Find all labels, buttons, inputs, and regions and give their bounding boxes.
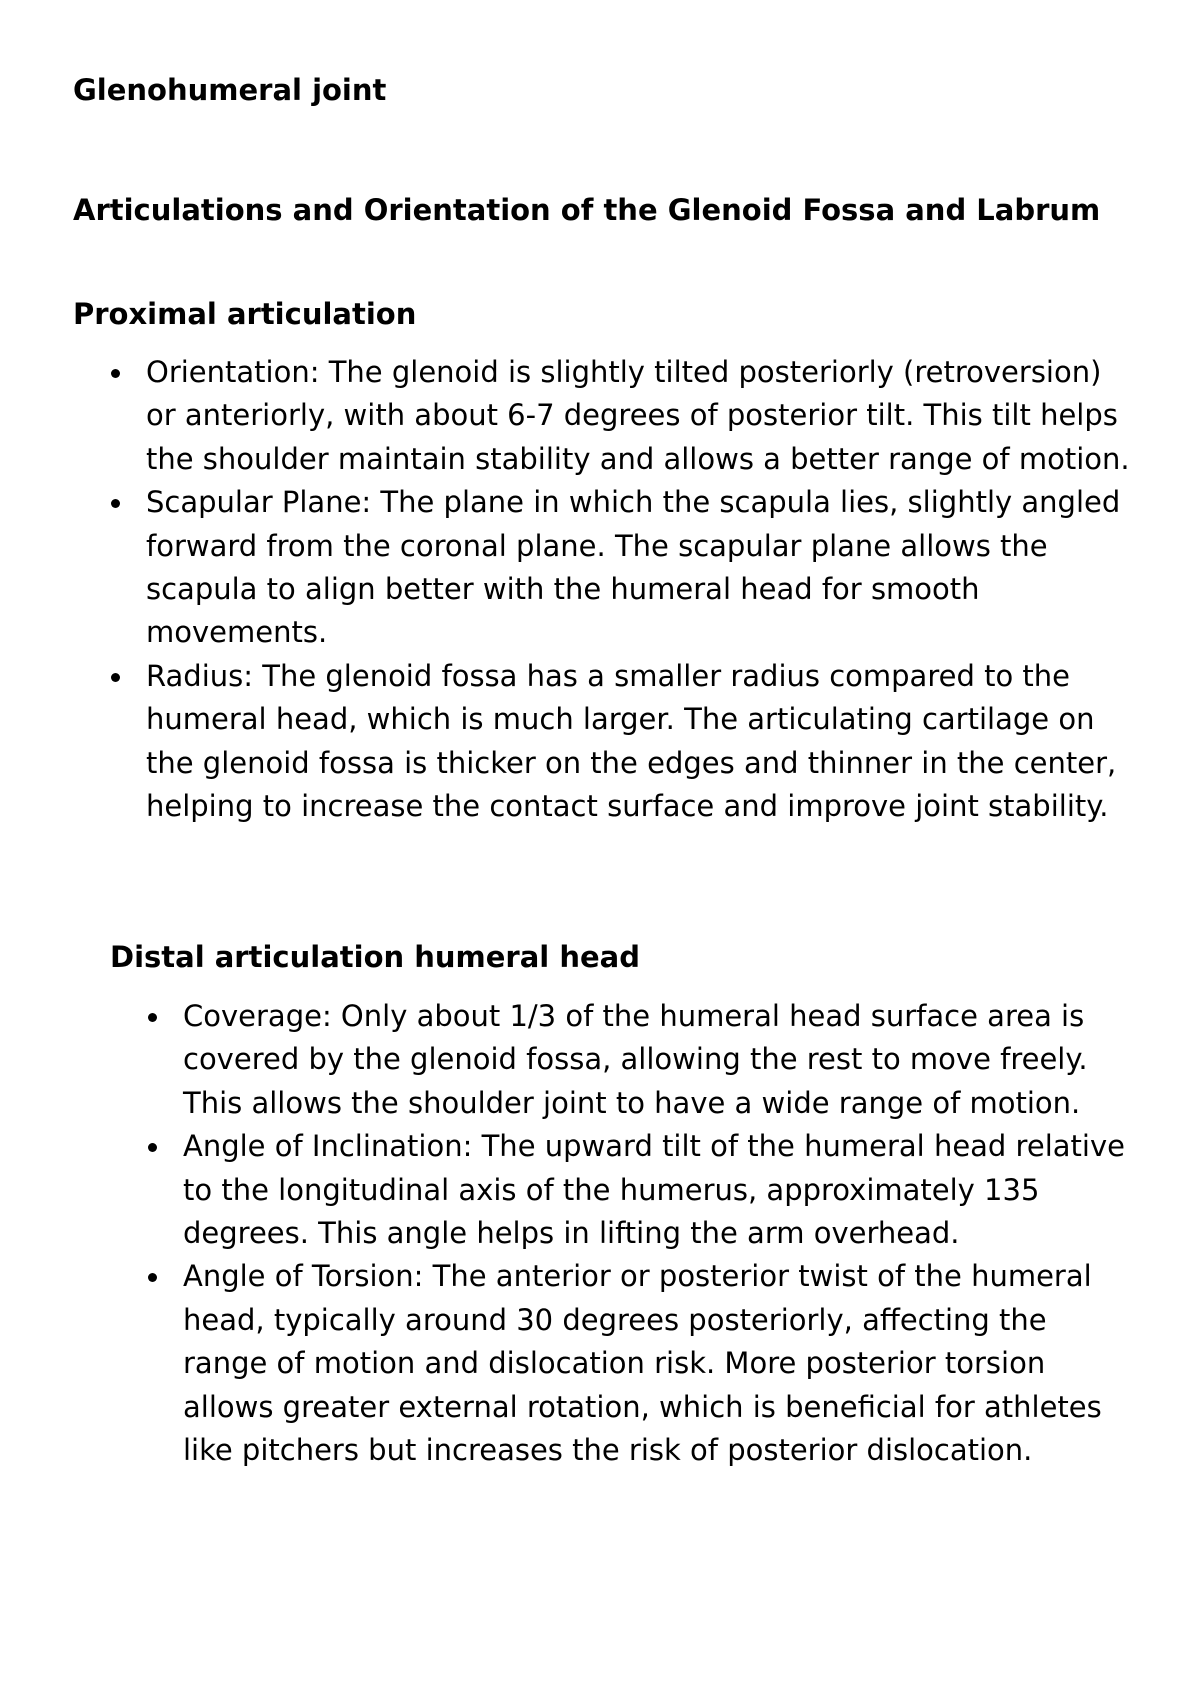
list-item-text: Scapular Plane: The plane in which the scapula lies, slightly angled forward from the coronal plane. The scapular plane allows the scapula to align better with the humeral head for smooth movements. — [146, 485, 1121, 650]
list-item-text: Radius: The glenoid fossa has a smaller radius compared to the humeral head, which is much larger. The articulating cartilage on the glenoid fossa is thicker on the edges and thinner in the center, helping to increase the contact surface and improve joint stability. — [146, 658, 1117, 824]
list-item — [73, 481, 1133, 655]
bullet-icon — [111, 673, 120, 682]
bullet-icon — [111, 369, 120, 378]
bullet-icon — [148, 1273, 157, 1282]
list-item-text: Angle of Torsion: The anterior or posterior twist of the humeral head, typically around 30 degrees posteriorly, affecting the range of motion and dislocation risk. More posterior torsion allows greater external rotation, which is beneficial for athletes like pitchers but increases the risk of posterior dislocation. — [183, 1259, 1102, 1468]
proximal-heading: Proximal articulation — [73, 297, 417, 331]
proximal-list — [73, 351, 1133, 828]
bullet-icon — [148, 1143, 157, 1152]
bullet-icon — [111, 499, 120, 508]
list-item — [110, 1125, 1140, 1255]
list-item — [73, 655, 1133, 829]
list-item-text: Orientation: The glenoid is slightly tilted posteriorly (retroversion) or anteriorly, with about 6-7 degrees of posterior tilt. This tilt helps the shoulder maintain stability and allows a better range of motion. — [146, 355, 1130, 476]
list-item — [110, 995, 1140, 1125]
bullet-icon — [148, 1013, 157, 1022]
document-title: Glenohumeral joint — [73, 73, 387, 107]
section-heading: Articulations and Orientation of the Glenoid Fossa and Labrum — [73, 193, 1101, 227]
list-item-text: Angle of Inclination: The upward tilt of the humeral head relative to the longitudinal axis of the humerus, approximately 135 degrees. This angle helps in lifting the arm overhead. — [183, 1129, 1125, 1251]
list-item-text: Coverage: Only about 1/3 of the humeral head surface area is covered by the glenoid fossa, allowing the rest to move freely. This allows the shoulder joint to have a wide range of motion. — [183, 999, 1088, 1120]
list-item — [73, 351, 1133, 481]
list-item — [110, 1255, 1140, 1472]
distal-list — [110, 995, 1140, 1472]
distal-heading: Distal articulation humeral head — [110, 940, 640, 974]
